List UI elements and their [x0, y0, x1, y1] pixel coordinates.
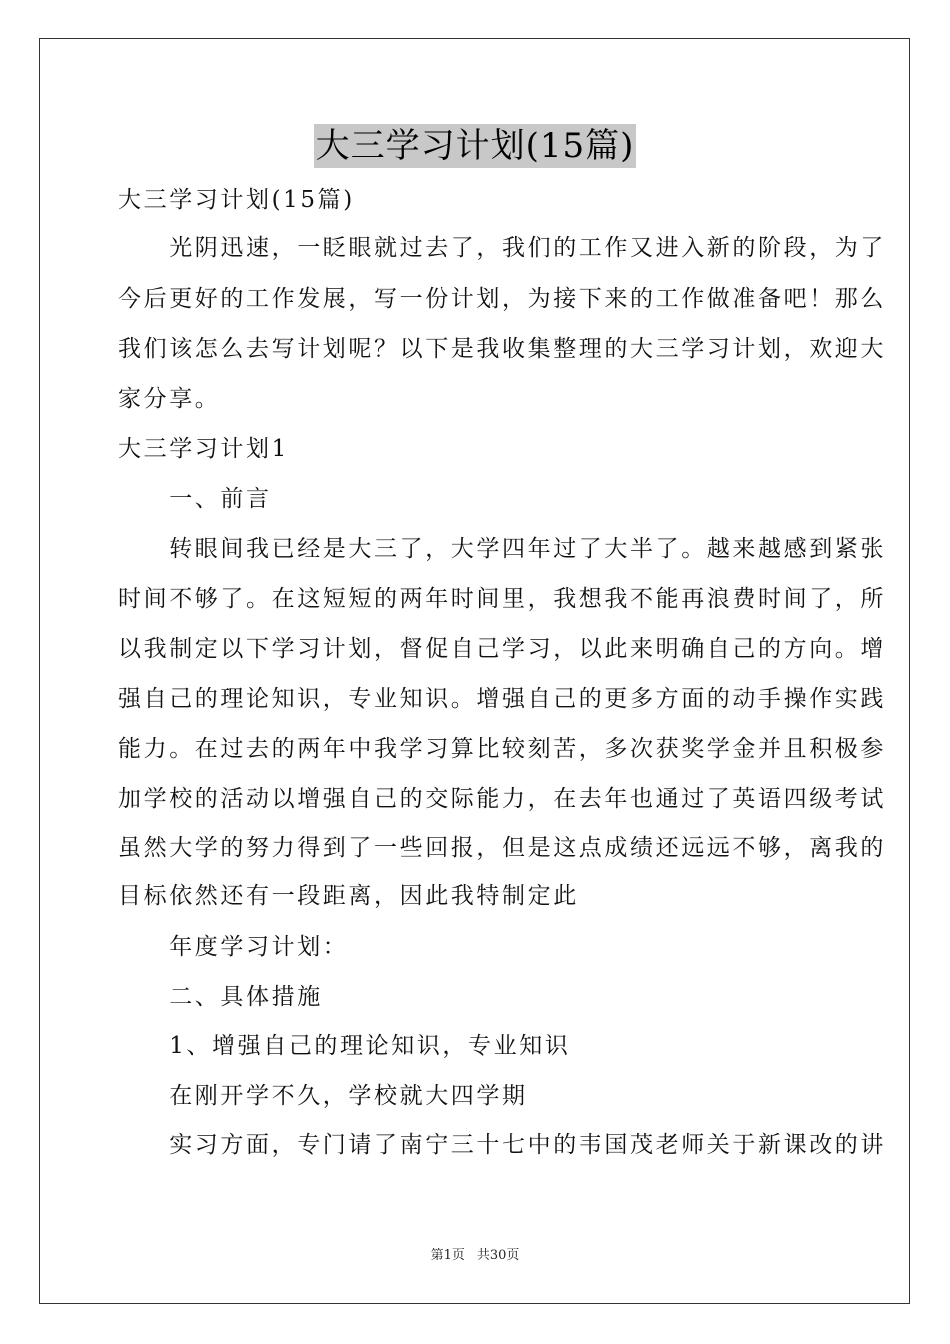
body-line: 在刚开学不久，学校就大四学期 [118, 1083, 528, 1109]
body-line: 年度学习计划： [118, 934, 349, 960]
body-line: 以我制定以下学习计划，督促自己学习，以此来明确自己的方向。增 [118, 636, 886, 662]
body-line: 1、增强自己的理论知识，专业知识 [118, 1033, 571, 1059]
body-line: 二、具体措施 [118, 984, 323, 1010]
body-line: 加学校的活动以增强自己的交际能力，在去年也通过了英语四级考试 [118, 786, 886, 812]
page-footer [0, 1247, 950, 1265]
page-border [39, 38, 910, 1304]
body-line: 时间不够了。在这短短的两年时间里，我想我不能再浪费时间了，所 [118, 586, 886, 612]
body-line: 今后更好的工作发展，写一份计划，为接下来的工作做准备吧！那么 [118, 286, 886, 312]
body-line: 能力。在过去的两年中我学习算比较刻苦，多次获奖学金并且积极参 [118, 736, 886, 762]
body-line: 实习方面，专门请了南宁三十七中的韦国茂老师关于新课改的讲 [118, 1132, 886, 1158]
document-title: 大三学习计划(15篇) [315, 126, 635, 166]
body-line: 转眼间我已经是大三了，大学四年过了大半了。越来越感到紧张 [118, 536, 886, 562]
body-line: 大三学习计划(15篇) [118, 187, 355, 213]
body-line: 虽然大学的努力得到了一些回报，但是这点成绩还远远不够，离我的 [118, 835, 886, 861]
page-number: 第1页 [430, 1248, 465, 1263]
body-line: 我们该怎么去写计划呢？以下是我收集整理的大三学习计划，欢迎大 [118, 336, 886, 362]
section-heading: 大三学习计划1 [118, 436, 289, 462]
total-pages: 共30页 [476, 1248, 520, 1263]
body-line: 目标依然还有一段距离，因此我特制定此 [118, 883, 579, 909]
body-line: 光阴迅速，一眨眼就过去了，我们的工作又进入新的阶段，为了 [118, 235, 886, 261]
body-line: 家分享。 [118, 386, 221, 412]
body-line: 强自己的理论知识，专业知识。增强自己的更多方面的动手操作实践 [118, 686, 886, 712]
title-container [0, 124, 950, 168]
body-line: 一、前言 [118, 486, 272, 512]
